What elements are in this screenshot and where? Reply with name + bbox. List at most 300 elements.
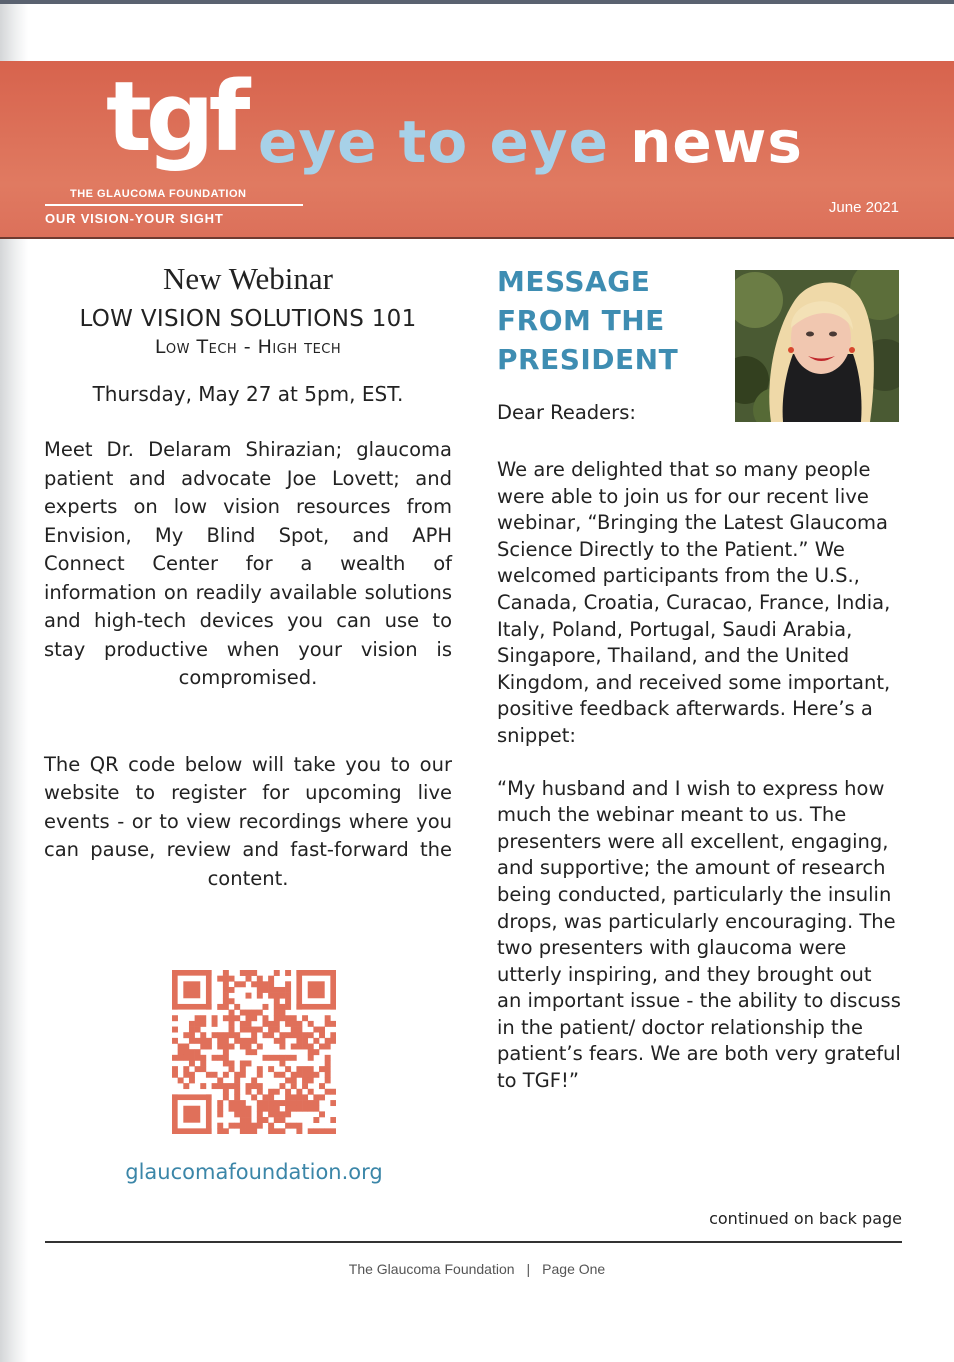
webinar-column: [44, 261, 452, 1184]
qr-module: [195, 1021, 201, 1027]
qr-module: [319, 1032, 325, 1038]
qr-module: [240, 1010, 246, 1016]
qr-module: [319, 1027, 325, 1033]
newsletter-title-part2: news: [630, 108, 803, 176]
qr-module: [302, 1066, 308, 1072]
qr-module: [308, 1055, 314, 1061]
qr-module: [279, 1044, 285, 1050]
qr-module: [229, 1106, 235, 1112]
qr-module: [223, 1055, 229, 1061]
qr-module: [279, 1032, 285, 1038]
qr-module: [200, 1066, 206, 1072]
qr-module: [223, 1128, 229, 1134]
qr-module: [240, 1060, 246, 1066]
qr-module: [313, 1106, 319, 1112]
qr-module: [296, 1094, 302, 1100]
qr-module: [268, 1055, 274, 1061]
qr-module: [200, 1021, 206, 1027]
qr-module: [313, 1094, 319, 1100]
qr-module: [172, 970, 178, 1010]
qr-module: [217, 1128, 223, 1134]
qr-module: [217, 1111, 223, 1117]
qr-module: [285, 998, 291, 1004]
qr-module: [268, 1094, 274, 1100]
newsletter-title-part1: eye to eye: [258, 108, 609, 176]
qr-module: [308, 1128, 314, 1134]
qr-module: [234, 1077, 240, 1083]
qr-module: [274, 1055, 280, 1061]
qr-module: [262, 981, 268, 987]
qr-module: [240, 1072, 246, 1078]
qr-module: [296, 1089, 302, 1095]
qr-module: [313, 1049, 319, 1055]
qr-module: [183, 1072, 189, 1078]
qr-module: [234, 1015, 240, 1021]
qr-module: [189, 1077, 195, 1083]
qr-module: [296, 1100, 302, 1106]
qr-module: [319, 1044, 325, 1050]
qr-module: [268, 1123, 274, 1129]
qr-module: [223, 1049, 229, 1055]
qr-module: [268, 1066, 274, 1072]
qr-module: [189, 1072, 195, 1078]
qr-module: [223, 1038, 229, 1044]
qr-module: [251, 1094, 257, 1100]
qr-module: [279, 1100, 285, 1106]
qr-module: [240, 981, 246, 987]
president-message: We are delighted that so many people were able to join us for our recent live webinar, “Bringing the Latest Glaucoma Science Directly to the Patient.” We welcomed participants from the U.S., Canada, Croatia, Curacao, France, India, Italy, Poland, Portugal, Saudi Arabia, Singapore, Thailand, and the United Kingdom, and received some important, positive feedback afterwards. Here’s a snippet:: [497, 458, 891, 747]
qr-module: [189, 1027, 195, 1033]
qr-module: [234, 1072, 240, 1078]
qr-module: [240, 1044, 246, 1050]
qr-module: [223, 1044, 229, 1050]
qr-module: [229, 1060, 235, 1066]
qr-module: [308, 1021, 314, 1027]
qr-module: [223, 1094, 229, 1100]
qr-module: [296, 1072, 302, 1078]
qr-module: [296, 1027, 302, 1033]
qr-module: [274, 1111, 280, 1117]
qr-module: [246, 1038, 252, 1044]
qr-module: [172, 1072, 178, 1078]
qr-module: [325, 1128, 331, 1134]
qr-module: [195, 1066, 201, 1072]
qr-module: [257, 976, 263, 982]
qr-module: [296, 1066, 302, 1072]
qr-module: [296, 970, 336, 976]
qr-module: [302, 1032, 308, 1038]
qr-module: [268, 1100, 274, 1106]
qr-module: [325, 1089, 331, 1095]
qr-module: [285, 1032, 291, 1038]
qr-module: [268, 993, 274, 999]
qr-module: [251, 981, 257, 987]
qr-module: [183, 1032, 189, 1038]
qr-module: [291, 1055, 297, 1061]
qr-module: [251, 1128, 257, 1134]
qr-module: [223, 993, 229, 999]
qr-module: [246, 1049, 252, 1055]
qr-module: [212, 1072, 218, 1078]
qr-module: [251, 1010, 257, 1016]
qr-module: [229, 1021, 235, 1027]
qr-module: [285, 993, 291, 999]
qr-module: [178, 1049, 184, 1055]
qr-module: [279, 1111, 285, 1117]
qr-module: [291, 1032, 297, 1038]
qr-module: [223, 1060, 229, 1066]
qr-module: [172, 1038, 178, 1044]
qr-module: [257, 1083, 263, 1089]
qr-module: [251, 1123, 257, 1129]
qr-instructions: The QR code below will take you to our website to register for upcoming live events - or to view recordings where you can pause, review and fast-forward the content.: [44, 752, 452, 890]
qr-module: [229, 1027, 235, 1033]
qr-module: [251, 1077, 257, 1083]
qr-module: [262, 1094, 268, 1100]
qr-module: [195, 1015, 201, 1021]
qr-module: [195, 1049, 201, 1055]
qr-module: [291, 1077, 297, 1083]
qr-module: [217, 1106, 223, 1112]
qr-module: [285, 1021, 291, 1027]
qr-module: [330, 1100, 336, 1106]
qr-module: [257, 987, 263, 993]
qr-module: [240, 1123, 246, 1129]
qr-module: [268, 1111, 274, 1117]
qr-module: [325, 1077, 331, 1083]
qr-module: [302, 1044, 308, 1050]
qr-module: [240, 1066, 246, 1072]
qr-module: [325, 1072, 331, 1078]
qr-module: [319, 1094, 325, 1100]
qr-module: [240, 1100, 246, 1106]
qr-module: [246, 970, 252, 976]
webinar-description: Meet Dr. Delaram Shirazian; glaucoma patient and advocate Joe Lovett; and experts on low vision resources from Envision, My Blind Spot, and APH Connect Center for a wealth of information on readily available solutions and high-tech devices you can use to stay productive when your vision is compromised.: [44, 438, 452, 690]
qr-module: [234, 1004, 240, 1010]
qr-module: [234, 1032, 240, 1038]
qr-module: [246, 1083, 252, 1089]
qr-module: [279, 993, 285, 999]
qr-module: [223, 1083, 229, 1089]
qr-module: [268, 981, 274, 987]
qr-module: [240, 1106, 246, 1112]
qr-module: [262, 1117, 268, 1123]
qr-module: [302, 1100, 308, 1106]
qr-module: [330, 1032, 336, 1038]
qr-module: [302, 1015, 308, 1021]
qr-module: [285, 1077, 291, 1083]
qr-module: [234, 1106, 240, 1112]
qr-module: [223, 998, 229, 1004]
qr-module: [313, 1027, 319, 1033]
qr-module: [234, 1123, 240, 1129]
footer-page: Page One: [542, 1261, 606, 1277]
president-heading-line1: MESSAGE: [497, 265, 651, 298]
qr-code-graphic: [172, 970, 336, 1134]
tgf-logo: tgf: [106, 61, 245, 173]
qr-module: [285, 987, 291, 993]
qr-module: [279, 1117, 285, 1123]
qr-module: [274, 1089, 280, 1095]
qr-module: [291, 1094, 297, 1100]
webinar-kicker: New Webinar: [163, 261, 333, 296]
qr-module: [200, 1060, 206, 1066]
qr-module: [325, 1015, 331, 1021]
qr-module: [291, 1027, 297, 1033]
qr-module: [178, 1044, 184, 1050]
qr-module: [302, 1083, 308, 1089]
qr-module: [246, 1027, 252, 1033]
qr-module: [257, 1044, 263, 1050]
qr-module: [229, 1100, 235, 1106]
qr-module: [279, 1015, 285, 1021]
qr-module: [268, 1027, 274, 1033]
qr-module: [223, 987, 229, 993]
qr-module: [308, 1100, 314, 1106]
qr-module: [246, 1106, 252, 1112]
qr-module: [285, 1089, 291, 1095]
qr-module: [313, 1100, 319, 1106]
qr-module: [195, 1038, 201, 1044]
qr-module: [308, 1089, 314, 1095]
qr-module: [172, 1015, 178, 1021]
qr-module: [183, 1044, 189, 1050]
qr-module: [296, 1106, 302, 1112]
qr-module: [291, 1015, 297, 1021]
qr-module: [246, 1060, 252, 1066]
qr-module: [206, 1044, 212, 1050]
qr-module: [189, 1060, 195, 1066]
qr-module: [223, 976, 229, 982]
qr-module: [223, 1072, 229, 1078]
qr-module: [268, 1032, 274, 1038]
qr-module: [240, 1027, 246, 1033]
foundation-tagline: OUR VISION-YOUR SIGHT: [45, 211, 224, 226]
qr-module: [251, 1032, 257, 1038]
foundation-name: THE GLAUCOMA FOUNDATION: [70, 188, 247, 200]
footer-divider: [45, 1241, 902, 1243]
qr-module: [223, 970, 229, 976]
qr-module: [257, 1089, 263, 1095]
qr-module: [274, 987, 280, 993]
qr-module: [189, 1049, 195, 1055]
qr-module: [257, 1010, 263, 1016]
website-link[interactable]: glaucomafoundation.org: [125, 1160, 383, 1184]
qr-module: [246, 1044, 252, 1050]
qr-module: [217, 1055, 223, 1061]
qr-module: [274, 1106, 280, 1112]
qr-module: [257, 1123, 263, 1129]
webinar-title: LOW VISION SOLUTIONS 101: [79, 306, 417, 333]
webinar-subtitle: Low Tech - High tech: [154, 336, 342, 359]
qr-module: [274, 1128, 280, 1134]
qr-module: [246, 1128, 252, 1134]
qr-module: [240, 1038, 246, 1044]
qr-module: [251, 1027, 257, 1033]
qr-module: [313, 1117, 319, 1123]
qr-module: [234, 1111, 240, 1117]
qr-code-icon[interactable]: [172, 970, 336, 1134]
qr-module: [274, 970, 280, 976]
qr-module: [279, 1060, 285, 1066]
qr-module: [257, 1117, 263, 1123]
qr-module: [279, 1083, 285, 1089]
qr-module: [183, 1066, 189, 1072]
qr-module: [302, 1072, 308, 1078]
qr-module: [257, 1072, 263, 1078]
qr-module: [183, 1106, 200, 1123]
qr-module: [302, 1038, 308, 1044]
qr-module: [313, 1128, 319, 1134]
qr-module: [302, 1077, 308, 1083]
qr-module: [274, 1072, 280, 1078]
qr-module: [268, 987, 274, 993]
qr-module: [274, 1100, 280, 1106]
qr-module: [234, 1094, 240, 1100]
qr-module: [274, 1021, 280, 1027]
qr-module: [217, 1044, 223, 1050]
qr-module: [172, 1128, 212, 1134]
qr-module: [285, 1100, 291, 1106]
qr-module: [229, 1123, 235, 1129]
qr-module: [325, 1066, 331, 1072]
qr-module: [313, 1038, 319, 1044]
qr-module: [200, 1015, 206, 1021]
qr-module: [274, 1117, 280, 1123]
qr-module: [172, 1055, 178, 1061]
qr-module: [296, 1044, 302, 1050]
qr-module: [223, 1089, 229, 1095]
webinar-date: Thursday, May 27 at 5pm, EST.: [92, 382, 404, 407]
qr-module: [212, 1055, 218, 1061]
qr-module: [172, 1094, 178, 1134]
qr-module: [234, 1089, 240, 1095]
footer-separator: |: [526, 1261, 531, 1277]
qr-module: [212, 1032, 218, 1038]
qr-module: [251, 1049, 257, 1055]
qr-module: [285, 1123, 291, 1129]
qr-module: [262, 1106, 268, 1112]
qr-module: [274, 993, 280, 999]
qr-module: [212, 1015, 218, 1021]
qr-module: [257, 1027, 263, 1033]
qr-module: [308, 1044, 314, 1050]
qr-module: [217, 1004, 223, 1010]
qr-module: [223, 981, 229, 987]
qr-module: [172, 1066, 178, 1072]
qr-module: [240, 1021, 246, 1027]
qr-module: [308, 1106, 314, 1112]
qr-module: [212, 1021, 218, 1027]
qr-module: [229, 1083, 235, 1089]
qr-module: [223, 1015, 229, 1021]
president-column: [497, 262, 902, 1095]
continued-note: continued on back page: [709, 1209, 902, 1228]
qr-module: [212, 1083, 218, 1089]
qr-module: [246, 1117, 252, 1123]
qr-module: [229, 987, 235, 993]
qr-module: [246, 976, 252, 982]
qr-module: [285, 1094, 291, 1100]
qr-module: [330, 970, 336, 1010]
qr-module: [262, 1004, 268, 1010]
qr-module: [189, 1032, 195, 1038]
qr-module: [268, 1128, 274, 1134]
qr-module: [330, 1117, 336, 1123]
president-heading-line3: PRESIDENT: [497, 343, 679, 376]
qr-module: [246, 1015, 252, 1021]
qr-module: [268, 1089, 274, 1095]
qr-module: [200, 1038, 206, 1044]
qr-module: [195, 1055, 201, 1061]
qr-module: [183, 981, 200, 998]
qr-module: [189, 1038, 195, 1044]
qr-module: [291, 1106, 297, 1112]
qr-module: [257, 993, 263, 999]
qr-module: [330, 1021, 336, 1027]
qr-module: [251, 970, 257, 976]
qr-module: [268, 1021, 274, 1027]
page-footer: [0, 1261, 954, 1277]
qr-module: [223, 1032, 229, 1038]
qr-module: [189, 1021, 195, 1027]
qr-module: [246, 1123, 252, 1129]
qr-module: [229, 1066, 235, 1072]
qr-module: [206, 1072, 212, 1078]
qr-module: [172, 970, 212, 976]
qr-module: [217, 1083, 223, 1089]
qr-module: [325, 1038, 331, 1044]
qr-module: [240, 1128, 246, 1134]
qr-module: [291, 1072, 297, 1078]
qr-module: [262, 1100, 268, 1106]
qr-module: [172, 1094, 212, 1100]
qr-module: [234, 1100, 240, 1106]
qr-module: [325, 1060, 331, 1066]
qr-module: [279, 1004, 285, 1010]
qr-module: [234, 1083, 240, 1089]
qr-module: [308, 1049, 314, 1055]
qr-module: [229, 1044, 235, 1050]
qr-module: [229, 998, 235, 1004]
qr-module: [308, 1077, 314, 1083]
qr-module: [172, 1004, 212, 1010]
qr-module: [285, 981, 291, 987]
qr-module: [246, 1010, 252, 1016]
qr-module: [262, 987, 268, 993]
qr-module: [262, 1055, 268, 1061]
newsletter-title: [258, 108, 898, 176]
qr-module: [296, 1123, 302, 1129]
qr-module: [183, 1049, 189, 1055]
qr-module: [246, 1089, 252, 1095]
qr-module: [200, 1083, 206, 1089]
qr-module: [291, 1021, 297, 1027]
qr-module: [325, 1044, 331, 1050]
qr-module: [313, 1072, 319, 1078]
qr-module: [257, 981, 263, 987]
qr-module: [240, 970, 246, 976]
qr-module: [262, 1021, 268, 1027]
qr-module: [291, 1083, 297, 1089]
qr-module: [291, 1123, 297, 1129]
qr-module: [319, 1111, 325, 1117]
qr-module: [246, 1021, 252, 1027]
qr-module: [246, 993, 252, 999]
letter-greeting: Dear Readers:: [497, 401, 636, 424]
qr-module: [296, 1128, 302, 1134]
qr-module: [229, 976, 235, 982]
